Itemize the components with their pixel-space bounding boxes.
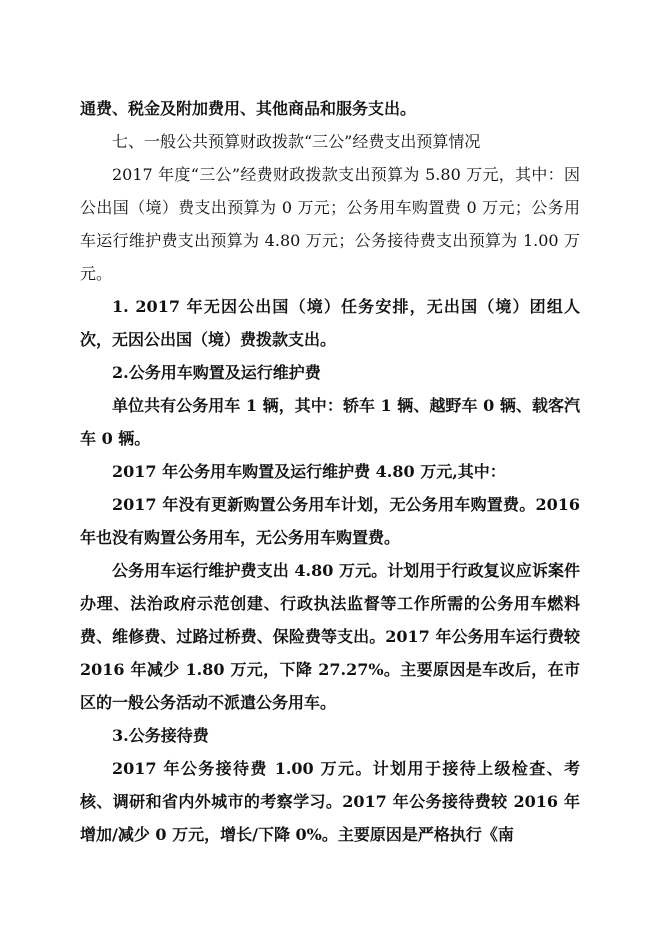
subheading-official-vehicles: 2.公务用车购置及运行维护费 <box>112 363 321 382</box>
paragraph-three-public-budget-summary: 2017 年度“三公”经费财政拨款支出预算为 5.80 万元，其中：因公出国（境）费支出预算为 0 万元；公务用车购置费 0 万元；公务用车运行维护费支出预算为 4.80 万元；公务接待费支出预算为 1.00 万元。 <box>80 165 580 283</box>
section-heading-three-public-expenses: 七、一般公共预算财政拨款“三公”经费支出预算情况 <box>112 132 481 151</box>
paragraph-vehicle-operation: 公务用车运行维护费支出 4.80 万元。计划用于行政复议应诉案件办理、法治政府示范创建、行政执法监督等工作所需的公务用车燃料费、维修费、过路过桥费、保险费等支出。2017 年公务用车运行费较 2016 年减少 1.80 万元，下降 27.27%。主要原因是车改后，在市区的一般公务活动不派遣公务用车。 <box>80 561 580 712</box>
paragraph-continuation: 通费、税金及附加费用、其他商品和服务支出。 <box>80 99 417 118</box>
paragraph-reception-expenses: 2017 年公务接待费 1.00 万元。计划用于接待上级检查、考核、调研和省内外城市的考察学习。2017 年公务接待费较 2016 年增加/减少 0 万元，增长/下降 0%。主要原因是严格执行《南 <box>80 759 580 844</box>
paragraph-vehicle-purchase: 2017 年没有更新购置公务用车计划，无公务用车购置费。2016 年也没有购置公务用车，无公务用车购置费。 <box>80 495 580 547</box>
paragraph-overseas-travel: 1. 2017 年无因公出国（境）任务安排，无出国（境）团组人次，无因公出国（境）费拨款支出。 <box>80 297 580 349</box>
paragraph-vehicle-count: 单位共有公务用车 1 辆，其中：轿车 1 辆、越野车 0 辆、载客汽车 0 辆。 <box>80 396 580 448</box>
subheading-reception-expenses: 3.公务接待费 <box>112 726 209 745</box>
paragraph-vehicle-budget: 2017 年公务用车购置及运行维护费 4.80 万元,其中： <box>112 462 506 481</box>
document-body <box>80 92 580 851</box>
